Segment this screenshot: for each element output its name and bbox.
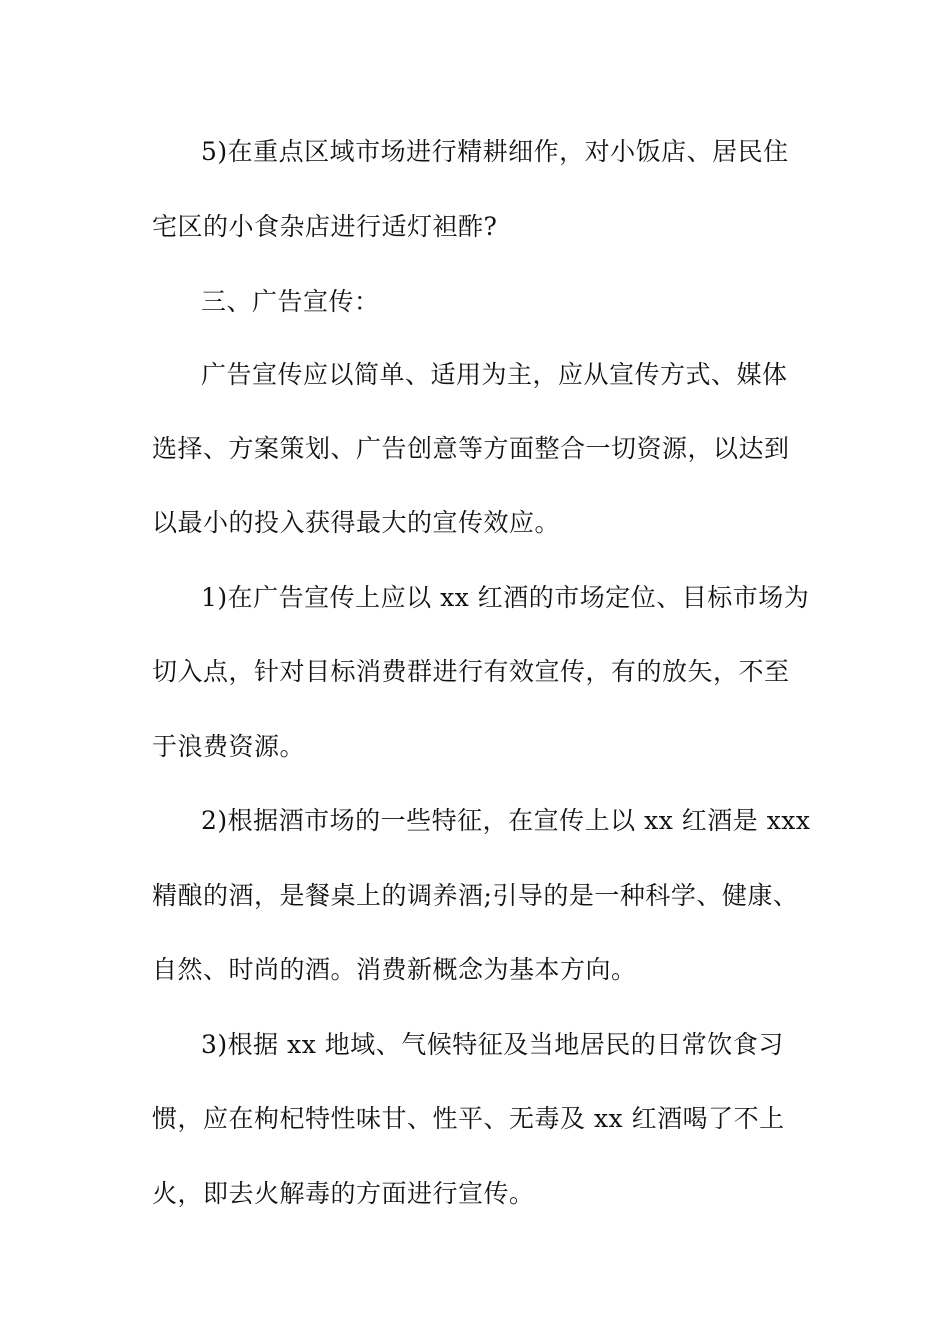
item-3-line-1: 3)根据 xx 地域、气候特征及当地居民的日常饮食习 (201, 1030, 784, 1059)
item-1-line-2: 切入点，针对目标消费群进行有效宣传，有的放矢，不至 (152, 657, 790, 686)
intro-line-3: 以最小的投入获得最大的宣传效应。 (152, 508, 561, 537)
item-2-line-3: 自然、时尚的酒。消费新概念为基本方向。 (152, 955, 637, 984)
intro-line-1: 广告宣传应以简单、适用为主，应从宣传方式、媒体 (201, 360, 788, 389)
item-1-line-3: 于浪费资源。 (152, 732, 306, 761)
intro-line-2: 选择、方案策划、广告创意等方面整合一切资源，以达到 (152, 434, 790, 463)
item-3-line-2: 惯，应在枸杞特性味甘、性平、无毒及 xx 红酒喝了不上 (152, 1104, 785, 1133)
item-1-line-1: 1)在广告宣传上应以 xx 红酒的市场定位、目标市场为 (201, 583, 810, 612)
section-heading-advertising: 三、广告宣传： (201, 287, 380, 316)
item-2-line-1: 2)根据酒市场的一些特征，在宣传上以 xx 红酒是 xxx (201, 806, 811, 835)
paragraph-5-line-2: 宅区的小食杂店进行适灯袒酢? (152, 212, 498, 241)
paragraph-5-line-1: 5)在重点区域市场进行精耕细作，对小饭店、居民住 (201, 137, 789, 166)
item-3-line-3: 火，即去火解毒的方面进行宣传。 (152, 1179, 535, 1208)
item-2-line-2: 精酿的酒，是餐桌上的调养酒;引导的是一种科学、健康、 (152, 881, 799, 910)
